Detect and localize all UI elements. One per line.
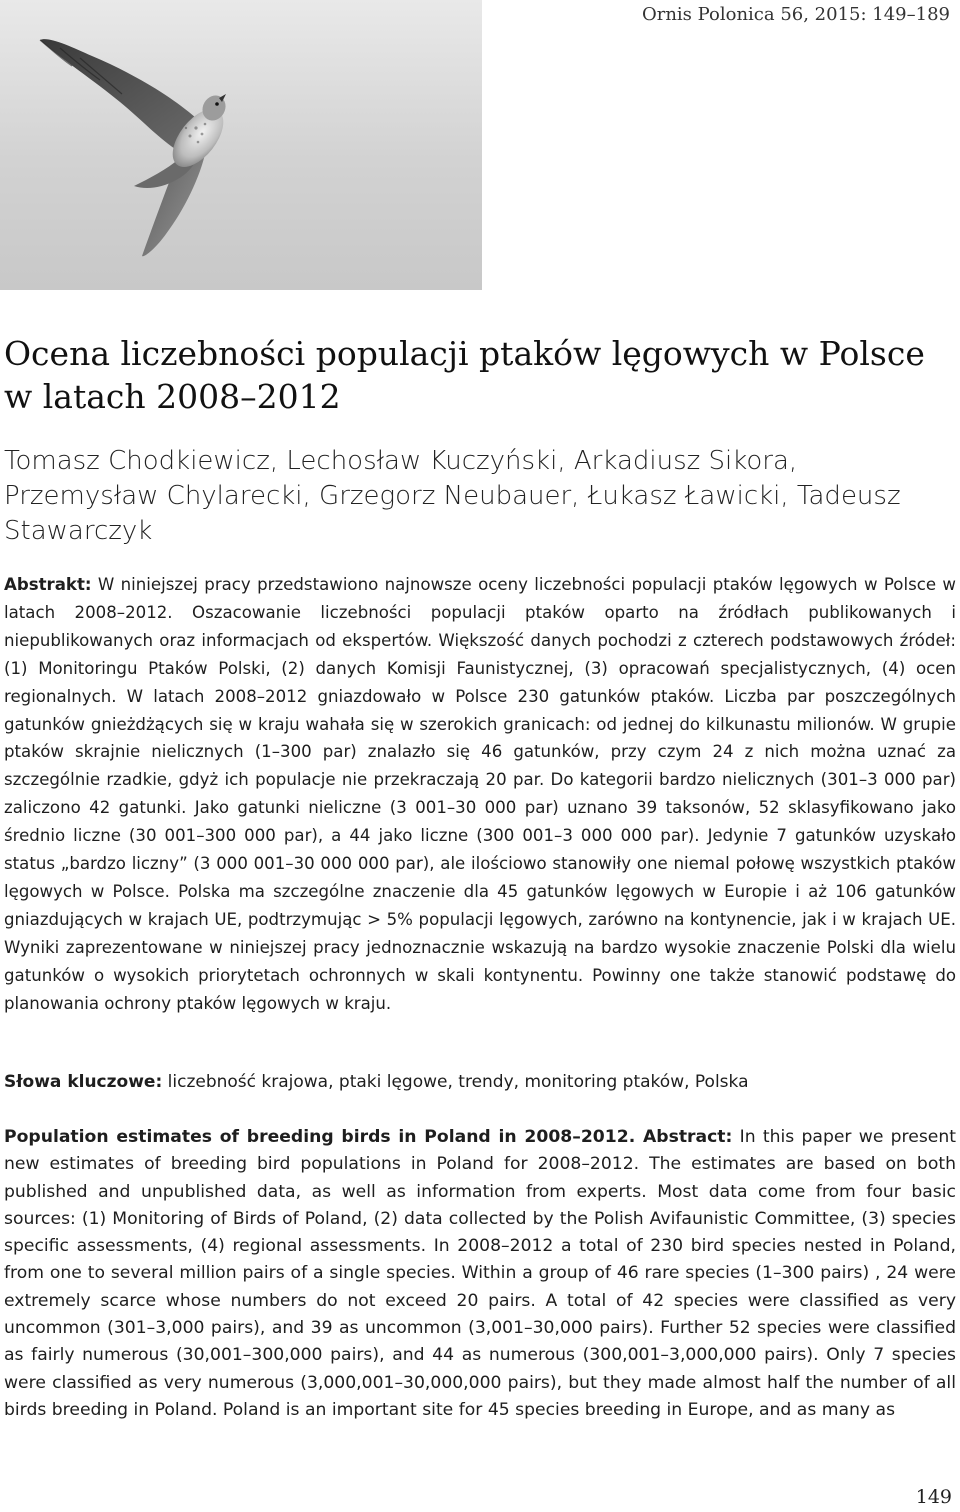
abstract-polish (4, 571, 956, 1018)
abstract-english-label: Abstract: (635, 1127, 733, 1147)
bird-figure (0, 0, 482, 290)
article-title: Ocena liczebności populacji ptaków lęgowych w Polsce w latach 2008–2012 (4, 334, 925, 416)
flying-bird-photo-icon (0, 0, 482, 290)
abstract-polish-label: Abstrakt: (4, 575, 92, 594)
abstract-english (4, 1124, 956, 1424)
abstract-english-title: Population estimates of breeding birds in Poland in 2008–2012. (4, 1127, 636, 1147)
keywords-label: Słowa kluczowe: (4, 1072, 163, 1092)
abstract-polish-text: W niniejszej pracy przedstawiono najnowsze oceny liczebności populacji ptaków lęgowych w Polsce w latach 2008–2012. Oszacowanie liczebności populacji ptaków oparto na źródłach publikowanych i niepublikowanych oraz informacjach od ekspertów. Większość danych pochodzi z czterech podstawowych źródeł: (1) Monitoringu Ptaków Polski, (2) danych Komisji Faunistycznej, (3) opracowań specjalistycznych, (4) ocen regionalnych. W latach 2008–2012 gniazdowało w Polsce 230 gatunków ptaków. Liczba par poszczególnych gatunków gnieżdżących się w kraju wahała się w szerokich granicach: od jednej do kilkunastu milionów. W grupie ptaków skrajnie nielicznych (1–300 par) znalazło się 46 gatunków, przy czym 24 z nich można uznać za szczególnie rzadkie, gdyż ich populacje nie przekraczają 20 par. Do kategorii bardzo nielicznych (301–3 000 par) zaliczono 42 gatunki. Jako gatunki nieliczne (3 001–30 000 par) uznano 39 taksonów, 52 sklasyfikowano jako średnio liczne (30 001–300 000 par), a 44 jako liczne (300 001–3 000 000 par). Jedynie 7 gatunków uzyskało status „bardzo liczny” (3 000 001–30 000 000 par), ale ilościowo stanowiły one niemal połowę wszystkich ptaków lęgowych w Polsce. Polska ma szczególne znaczenie dla 45 gatunków lęgowych w Europie i aż 106 gatunków gniazdujących w krajach UE, podtrzymując > 5% populacji lęgowych, zarówno na kontynencie, jak i w krajach UE. Wyniki zaprezentowane w niniejszej pracy jednoznacznie wskazują na bardzo wysokie znaczenie Polski dla wielu gatunków o wysokich priorytetach ochronnych w skali kontynentu. Powinny one także stanowić podstawę do planowania ochrony ptaków lęgowych w kraju. (4, 575, 956, 1013)
keywords (4, 1068, 956, 1096)
author-list: Tomasz Chodkiewicz, Lechosław Kuczyński, Arkadiusz Sikora, Przemysław Chylarecki, Grzegorz Neubauer, Łukasz Ławicki, Tadeusz Stawarczyk (4, 446, 901, 546)
page-number: 149 (915, 1486, 952, 1508)
running-head: Ornis Polonica 56, 2015: 149–189 (641, 4, 950, 25)
abstract-english-text: In this paper we present new estimates of breeding bird populations in Poland for 2008–2012. The estimates are based on both published and unpublished data, as well as information from experts. Most data come from four basic sources: (1) Monitoring of Birds of Poland, (2) data collected by the Polish Avifaunistic Committee, (3) species specific assessments, (4) regional assessments. In 2008–2012 a total of 230 bird species nested in Poland, from one to several million pairs of a single species. Within a group of 46 rare species (1–300 pairs) , 24 were extremely scarce whose numbers do not exceed 20 pairs. A total of 42 species were classified as very uncommon (301–3,000 pairs), and 39 as uncommon (3,001–30,000 pairs). Further 52 species were classified as fairly numerous (30,001–300,000 pairs), and 44 as numerous (300,001–3,000,000 pairs). Only 7 species were classified as very numerous (3,000,001–30,000,000 pairs), but they made almost half the number of all birds breeding in Poland. Poland is an important site for 45 species breeding in Europe, and as many as (4, 1127, 956, 1420)
keywords-text: liczebność krajowa, ptaki lęgowe, trendy, monitoring ptaków, Polska (162, 1072, 749, 1092)
